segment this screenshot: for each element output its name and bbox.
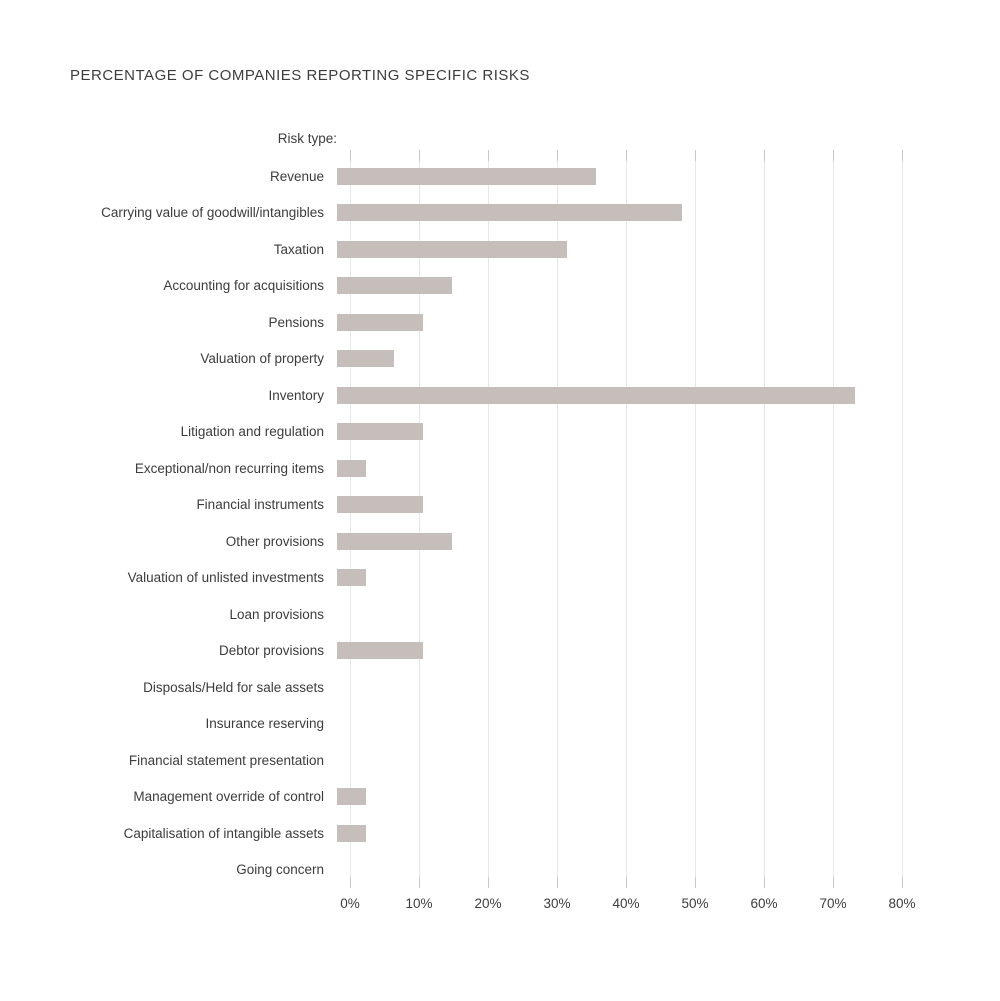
table-row (0, 669, 1000, 706)
bar-track (337, 241, 1000, 258)
table-row (0, 742, 1000, 779)
table-row (0, 487, 1000, 524)
category-label: Pensions (268, 314, 324, 330)
table-row (0, 633, 1000, 670)
bar-track (337, 861, 1000, 878)
table-row (0, 596, 1000, 633)
category-label: Management override of control (133, 789, 324, 805)
bar-track (337, 569, 1000, 586)
bar-track (337, 533, 1000, 550)
category-label: Accounting for acquisitions (163, 278, 324, 294)
bar-track (337, 387, 1000, 404)
x-axis-tick-label: 20% (474, 896, 502, 911)
category-label: Financial statement presentation (128, 752, 324, 768)
table-row (0, 231, 1000, 268)
category-label: Capitalisation of intangible assets (123, 825, 324, 841)
category-label: Going concern (236, 862, 324, 878)
category-label: Revenue (269, 168, 324, 184)
bar-track (337, 679, 1000, 696)
bar (337, 788, 366, 805)
x-axis-tick-label: 50% (681, 896, 709, 911)
bar-track (337, 350, 1000, 367)
x-axis-tick-label: 10% (405, 896, 433, 911)
table-row (0, 268, 1000, 305)
x-axis-tick-label: 70% (819, 896, 847, 911)
table-row (0, 706, 1000, 743)
bar (337, 387, 855, 404)
category-label: Valuation of property (200, 351, 324, 367)
table-row (0, 341, 1000, 378)
bar-track (337, 204, 1000, 221)
category-label: Insurance reserving (205, 716, 324, 732)
table-row (0, 815, 1000, 852)
bar-track (337, 277, 1000, 294)
x-axis-tick-label: 0% (340, 896, 360, 911)
bar-track (337, 168, 1000, 185)
category-label: Carrying value of goodwill/intangibles (101, 205, 324, 221)
bar-rows (0, 158, 1000, 888)
table-row (0, 852, 1000, 889)
category-label: Disposals/Held for sale assets (143, 679, 324, 695)
table-row (0, 779, 1000, 816)
table-row (0, 523, 1000, 560)
table-row (0, 414, 1000, 451)
category-label: Inventory (268, 387, 324, 403)
x-axis-tick-label: 60% (750, 896, 778, 911)
bar (337, 277, 452, 294)
category-label: Litigation and regulation (180, 424, 324, 440)
bar-track (337, 752, 1000, 769)
bar-track (337, 788, 1000, 805)
bar (337, 423, 423, 440)
x-axis-tick-label: 30% (543, 896, 571, 911)
table-row (0, 158, 1000, 195)
bar-track (337, 606, 1000, 623)
bar-track (337, 496, 1000, 513)
table-row (0, 560, 1000, 597)
bar (337, 204, 682, 221)
bar-track (337, 715, 1000, 732)
x-axis-tick-label: 40% (612, 896, 640, 911)
bar (337, 350, 394, 367)
category-label: Taxation (273, 241, 324, 257)
y-axis-title: Risk type: (277, 131, 337, 146)
bar (337, 168, 596, 185)
bar (337, 642, 423, 659)
table-row (0, 377, 1000, 414)
category-label: Other provisions (225, 533, 324, 549)
bar-track (337, 314, 1000, 331)
bar (337, 314, 423, 331)
x-axis-tick-label: 80% (888, 896, 916, 911)
bar-track (337, 423, 1000, 440)
bar (337, 460, 366, 477)
table-row (0, 304, 1000, 341)
bar (337, 496, 423, 513)
category-label: Valuation of unlisted investments (127, 570, 324, 586)
bar-track (337, 460, 1000, 477)
bar-track (337, 825, 1000, 842)
bar-track (337, 642, 1000, 659)
bar (337, 825, 366, 842)
table-row (0, 450, 1000, 487)
category-label: Financial instruments (196, 497, 324, 513)
bar (337, 241, 567, 258)
bar (337, 569, 366, 586)
category-label: Exceptional/non recurring items (134, 460, 324, 476)
bar (337, 533, 452, 550)
category-label: Debtor provisions (218, 643, 324, 659)
category-label: Loan provisions (229, 606, 324, 622)
chart-title: PERCENTAGE OF COMPANIES REPORTING SPECIFIC RISKS (70, 67, 530, 84)
table-row (0, 195, 1000, 232)
